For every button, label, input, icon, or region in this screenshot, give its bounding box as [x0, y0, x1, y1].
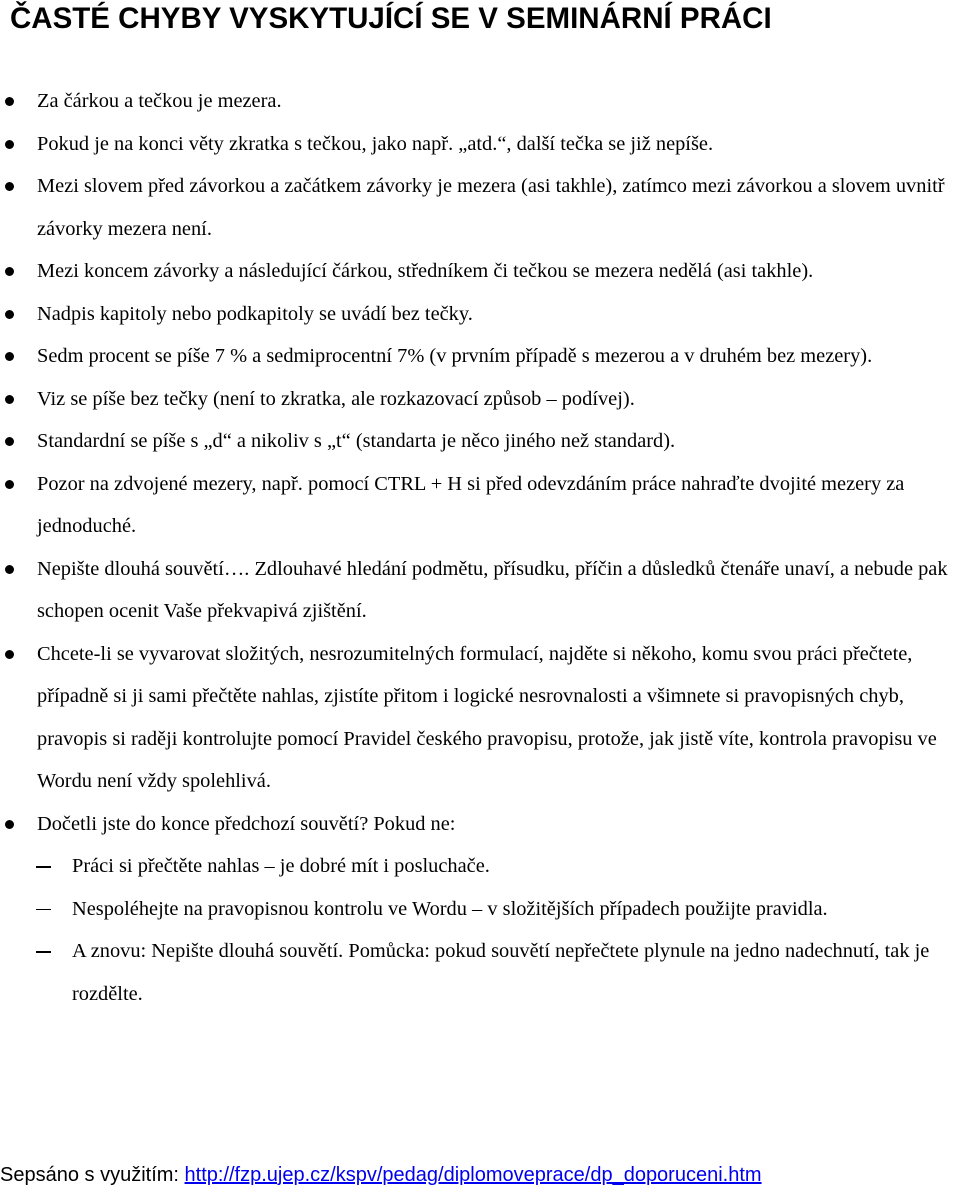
sub-list-item [0, 845, 960, 888]
list-item: Mezi koncem závorky a následující čárkou, středníkem či tečkou se mezera nedělá (asi takhle). [0, 250, 960, 293]
dash-icon [36, 866, 51, 868]
sub-list-item-text: Práci si přečtěte nahlas – je dobré mít i posluchače. [72, 855, 490, 877]
sub-list-item-text: A znovu: Nepište dlouhá souvětí. Pomůcka: pokud souvětí nepřečtete plynule na jedno nadechnutí, tak je rozdělte. [72, 940, 930, 1005]
list-item: Pokud je na konci věty zkratka s tečkou, jako např. „atd.“, další tečka se již nepíše. [0, 123, 960, 166]
list-item: Pozor na zdvojené mezery, např. pomocí CTRL + H si před odevzdáním práce nahraďte dvojité mezery za jednoduché. [0, 463, 960, 548]
list-item: Za čárkou a tečkou je mezera. [0, 80, 960, 123]
sub-list-item [0, 930, 960, 1015]
list-item: Chcete-li se vyvarovat složitých, nesrozumitelných formulací, najděte si někoho, komu svou práci přečtete, případně si ji sami přečtěte nahlas, zjistíte přitom i logické nesrovnalosti a všimnete si pravopisných chyb, pravopis si raději kontrolujte pomocí Pravidel českého pravopisu, protože, jak jistě víte, kontrola pravopisu ve Wordu není vždy spolehlivá. [0, 633, 960, 803]
list-item: Viz se píše bez tečky (není to zkratka, ale rozkazovací způsob – podívej). [0, 378, 960, 421]
list-item: Standardní se píše s „d“ a nikoliv s „t“ (standarta je něco jiného než standard). [0, 420, 960, 463]
list-item: Nadpis kapitoly nebo podkapitoly se uvádí bez tečky. [0, 293, 960, 336]
tips-list [0, 80, 960, 1015]
list-item: Dočetli jste do konce předchozí souvětí? Pokud ne: [0, 803, 960, 846]
sub-list-item [0, 888, 960, 931]
sub-list-item-text: Nespoléhejte na pravopisnou kontrolu ve Wordu – v složitějších případech použijte pravidla. [72, 897, 828, 920]
source-link[interactable]: http://fzp.ujep.cz/kspv/pedag/diplomoveprace/dp_doporuceni.htm [184, 1164, 762, 1186]
footer-label: Sepsáno s využitím: [0, 1164, 185, 1186]
list-item: Nepište dlouhá souvětí…. Zdlouhavé hledání podmětu, přísudku, příčin a důsledků čtenáře unaví, a nebude pak schopen ocenit Vaše překvapivá zjištění. [0, 548, 960, 633]
page-title: ČASTÉ CHYBY VYSKYTUJÍCÍ SE V SEMINÁRNÍ PRÁCI [10, 2, 772, 35]
dash-icon [36, 909, 51, 911]
source-footer [0, 1162, 762, 1188]
dash-icon [36, 951, 51, 953]
list-item: Sedm procent se píše 7 % a sedmiprocentní 7% (v prvním případě s mezerou a v druhém bez mezery). [0, 335, 960, 378]
list-item: Mezi slovem před závorkou a začátkem závorky je mezera (asi takhle), zatímco mezi závorkou a slovem uvnitř závorky mezera není. [0, 165, 960, 250]
